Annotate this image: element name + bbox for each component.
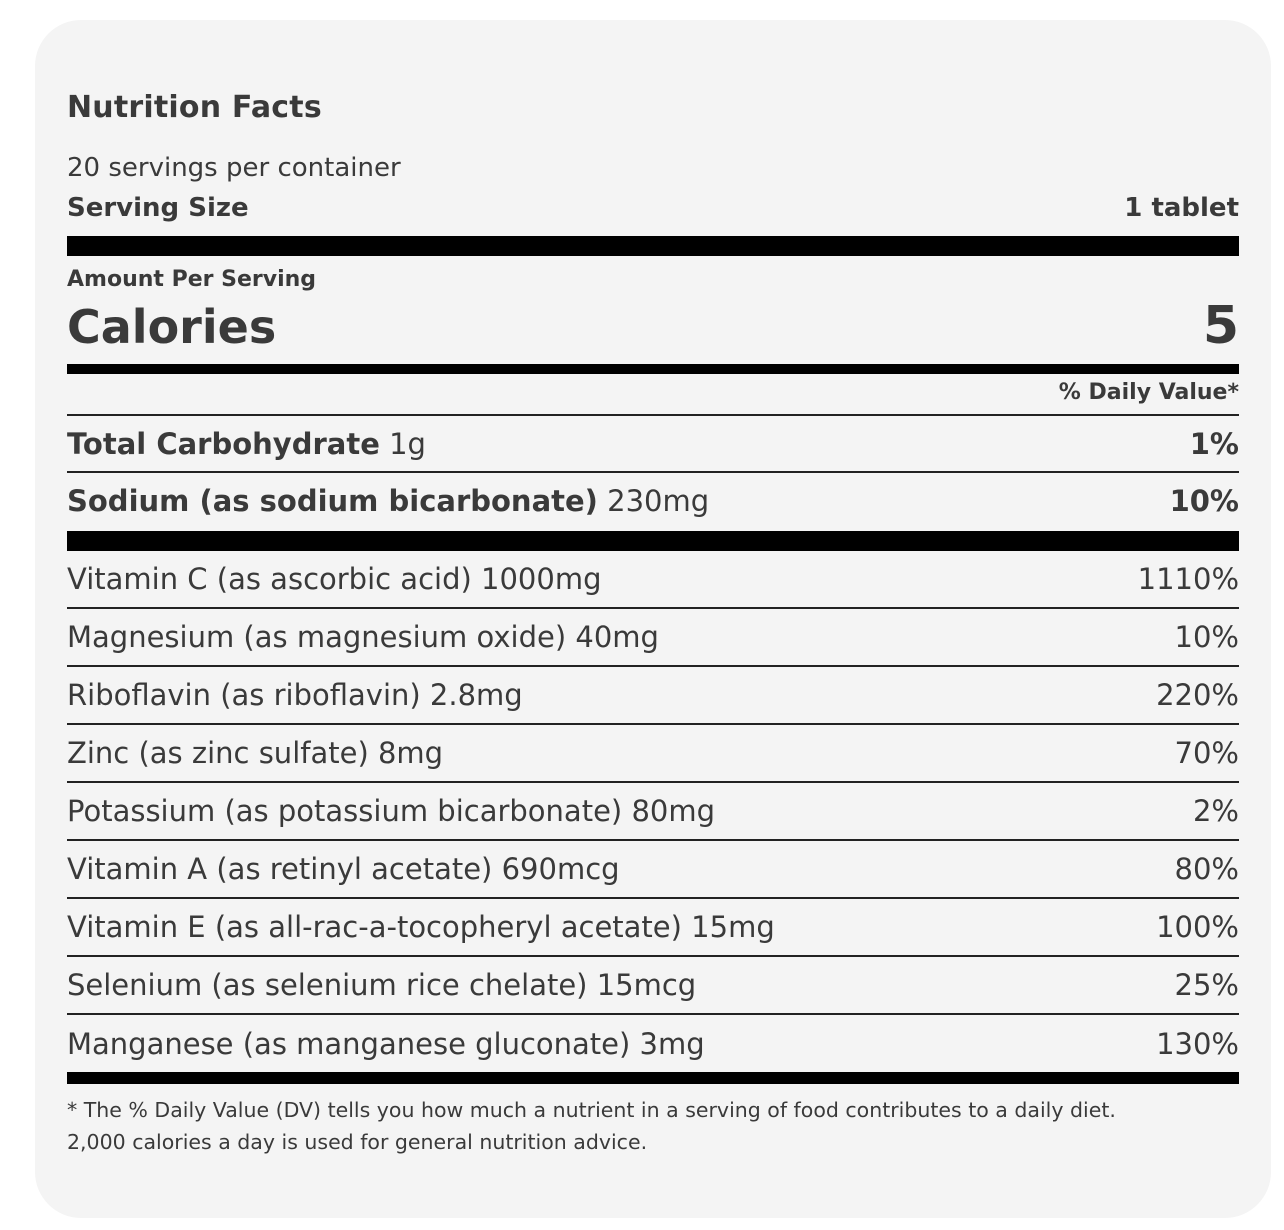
- nutrient-daily-value: 10%: [1174, 620, 1239, 654]
- nutrient-daily-value: 25%: [1174, 968, 1239, 1002]
- calories-label: Calories: [67, 300, 277, 354]
- nutrient-row: [67, 725, 1239, 783]
- serving-size-value: 1 tablet: [1124, 193, 1239, 223]
- nutrient-label: Potassium (as potassium bicarbonate) 80mg: [67, 794, 715, 828]
- nutrition-facts-title: Nutrition Facts: [67, 90, 322, 125]
- nutrient-row: [67, 899, 1239, 957]
- nutrient-label: Manganese (as manganese gluconate) 3mg: [67, 1027, 705, 1061]
- nutrient-rows: [67, 551, 1239, 1073]
- footnote-line-1: * The % Daily Value (DV) tells you how much a nutrient in a serving of food contributes to a daily diet.: [67, 1098, 1116, 1122]
- nutrient-label: Vitamin A (as retinyl acetate) 690mcg: [67, 852, 620, 886]
- nutrient-row: [67, 551, 1239, 609]
- nutrient-label: Vitamin C (as ascorbic acid) 1000mg: [67, 562, 602, 596]
- nutrient-daily-value: 1110%: [1137, 562, 1239, 596]
- calories-value: 5: [1202, 296, 1239, 356]
- macro-amount: 1g: [379, 426, 426, 461]
- daily-value-header: % Daily Value*: [1058, 380, 1239, 405]
- nutrient-daily-value: 80%: [1174, 852, 1239, 886]
- bottom-divider: [67, 1072, 1239, 1084]
- thick-divider-vitamins: [67, 531, 1239, 551]
- macro-row-label: [67, 484, 709, 518]
- nutrient-row: [67, 957, 1239, 1015]
- servings-per-container: 20 servings per container: [67, 153, 401, 183]
- serving-size-label: Serving Size: [67, 193, 249, 223]
- macro-rows: [67, 414, 1239, 528]
- nutrient-daily-value: 130%: [1156, 1027, 1239, 1061]
- macro-row-sodium: [67, 471, 1239, 528]
- amount-per-serving-label: Amount Per Serving: [67, 267, 317, 292]
- nutrient-label: Vitamin E (as all-rac-a-tocopheryl acetate) 15mg: [67, 910, 775, 944]
- nutrient-row: [67, 783, 1239, 841]
- nutrient-label: Magnesium (as magnesium oxide) 40mg: [67, 620, 659, 654]
- nutrient-row: [67, 667, 1239, 725]
- nutrient-daily-value: 2%: [1192, 794, 1239, 828]
- macro-amount: 230mg: [597, 483, 710, 518]
- nutrient-label: Selenium (as selenium rice chelate) 15mcg: [67, 968, 697, 1002]
- nutrient-row: [67, 1015, 1239, 1073]
- nutrient-row: [67, 609, 1239, 667]
- footnote-line-2: 2,000 calories a day is used for general nutrition advice.: [67, 1130, 648, 1154]
- nutrient-label: Zinc (as zinc sulfate) 8mg: [67, 736, 444, 770]
- macro-name: Total Carbohydrate: [67, 426, 380, 461]
- macro-row-label: [67, 427, 426, 461]
- medium-divider: [67, 364, 1239, 374]
- nutrient-label: Riboflavin (as riboflavin) 2.8mg: [67, 678, 523, 712]
- thick-divider: [67, 236, 1239, 256]
- calories-row: [67, 296, 1239, 356]
- macro-row-total-carbohydrate: [67, 414, 1239, 471]
- nutrient-daily-value: 220%: [1156, 678, 1239, 712]
- nutrition-facts-panel: [35, 20, 1271, 1218]
- macro-name: Sodium (as sodium bicarbonate): [67, 483, 598, 518]
- nutrient-daily-value: 100%: [1156, 910, 1239, 944]
- macro-daily-value: 10%: [1169, 483, 1239, 518]
- nutrient-daily-value: 70%: [1174, 736, 1239, 770]
- macro-daily-value: 1%: [1189, 426, 1239, 461]
- serving-size-row: [67, 193, 1239, 223]
- nutrient-row: [67, 841, 1239, 899]
- footnote: [67, 1094, 1239, 1158]
